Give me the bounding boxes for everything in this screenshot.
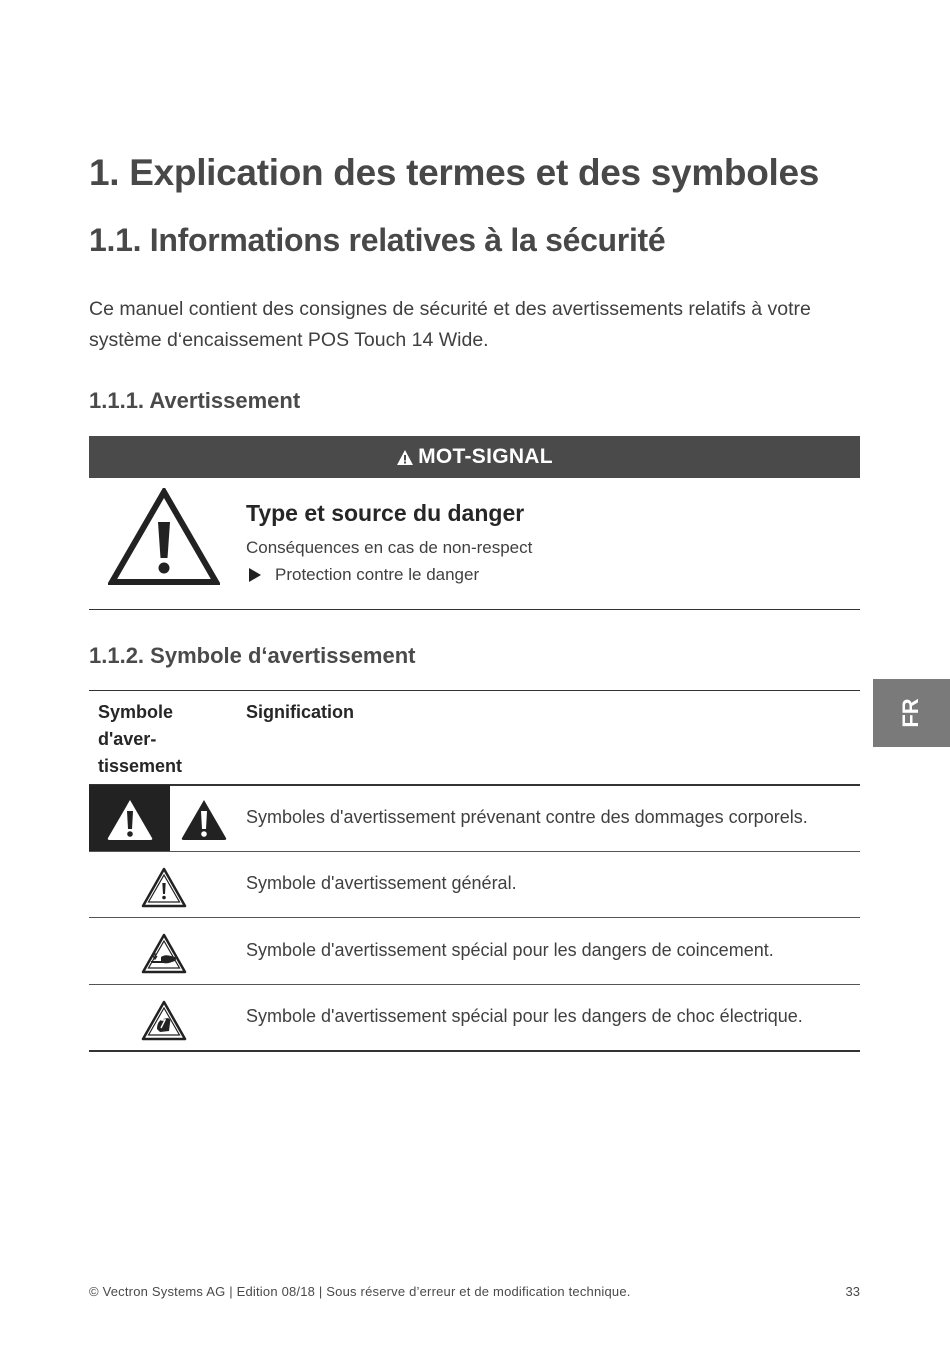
language-tab[interactable]	[873, 679, 950, 747]
intro-paragraph: Ce manuel contient des consignes de sécurité et des avertissements relatifs à votre système d‘encaissement POS Touch 14 Wide.	[89, 298, 811, 351]
table-header-rule	[89, 784, 860, 786]
danger-consequences: Conséquences en cas de non-respect	[246, 538, 533, 557]
electric-shock-icon	[141, 1000, 187, 1041]
warning-icon	[396, 449, 414, 466]
section-title: 1.1. Informations relatives à la sécurité	[89, 222, 666, 258]
table-row-text: Symboles d'avertissement prévenant contre des dommages corporels.	[246, 807, 808, 827]
bullet-arrow-icon	[249, 568, 261, 582]
subsection-title-symbol: 1.1.2. Symbole d‘avertissement	[89, 643, 416, 668]
language-tab-label: FR	[898, 698, 923, 728]
warning-icon	[108, 488, 220, 586]
chapter-title: 1. Explication des termes et des symboles	[89, 152, 820, 193]
table-bottom-rule	[89, 1050, 860, 1052]
warning-triangle-pair-icon	[106, 798, 154, 842]
table-row-rule	[89, 917, 860, 918]
table-row-rule	[89, 984, 860, 985]
danger-protection	[246, 565, 479, 585]
divider	[89, 609, 860, 610]
warning-icon	[180, 798, 228, 842]
crush-hazard-icon	[141, 933, 187, 974]
danger-title: Type et source du danger	[246, 500, 525, 526]
table-row-rule	[89, 851, 860, 852]
table-header-symbol: Symbole d'aver-tissement	[98, 702, 183, 776]
table-header-meaning: Signification	[246, 702, 354, 722]
page-number: 33	[845, 1284, 860, 1299]
footer-text: © Vectron Systems AG | Edition 08/18 | Sous réserve d’erreur et de modification technique.	[89, 1284, 631, 1299]
danger-protection-text: Protection contre le danger	[275, 565, 480, 584]
table-row-text: Symbole d'avertissement spécial pour les dangers de choc électrique.	[246, 1006, 803, 1026]
subsection-title-warning: 1.1.1. Avertissement	[89, 388, 301, 413]
table-row-text: Symbole d'avertissement spécial pour les dangers de coincement.	[246, 940, 774, 960]
signal-word-bar	[89, 436, 860, 478]
table-row-text: Symbole d'avertissement général.	[246, 873, 517, 893]
signal-word: MOT-SIGNAL	[418, 445, 553, 468]
table-top-rule	[89, 690, 860, 691]
general-warning-icon	[141, 867, 187, 908]
